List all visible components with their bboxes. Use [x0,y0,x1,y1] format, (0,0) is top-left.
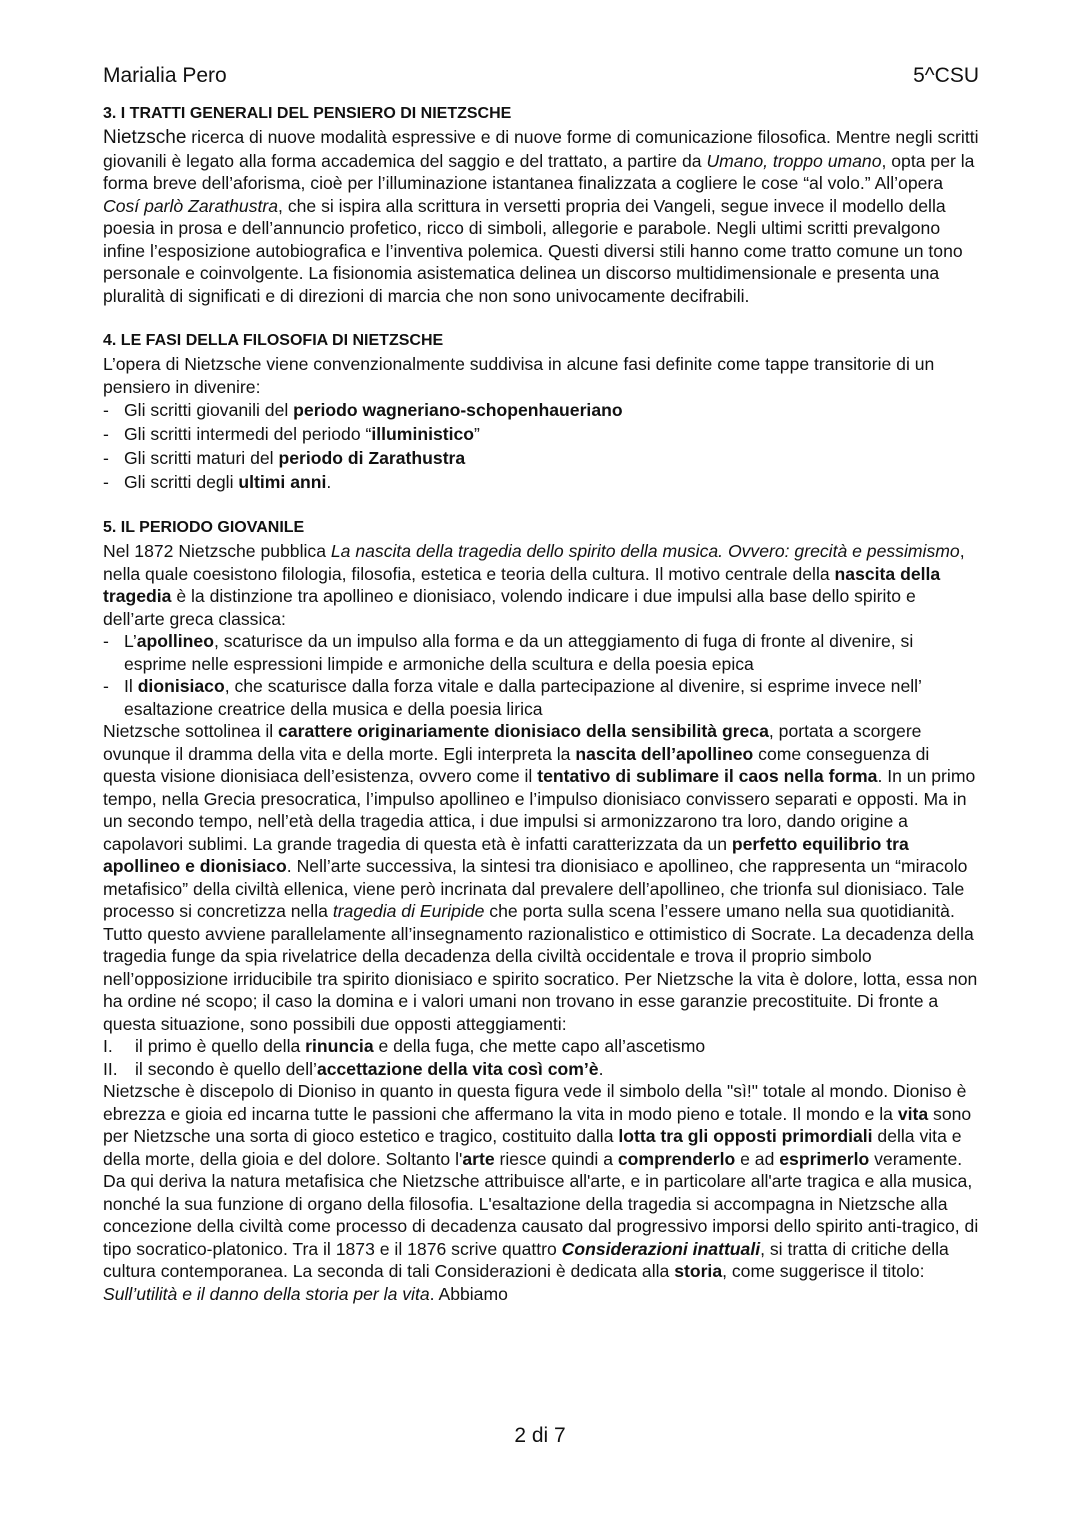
list-item: - Gli scritti giovanili del periodo wagneriano-schopenhaueriano [103,400,623,420]
section-5-paragraph-3: Nietzsche è discepolo di Dioniso in quanto in questa figura vede il simbolo della "sì!" totale al mondo. Dioniso è ebrezza e gioia ed incarna tutte le passioni che affermano la vita in modo pieno e totale. Il mondo e la vita sono per Nietzsche una sorta di gioco estetico e tragico, costituito dalla lotta tra gli opposti primordiali della vita e della morte, della gioia e del dolore. Soltanto l'arte riesce quindi a comprenderlo e ad esprimerlo veramente. Da qui deriva la natura metafisica che Nietzsche attribuisce all'arte, e in particolare all'arte tragica e alla musica, nonché la sua funzione di organo della filosofia. L'esaltazione della tragedia si accompagna in Nietzsche alla concezione della civiltà come processo di decadenza causato dal progressivo imporsi dello spirito anti-tragico, di tipo socratico-platonico. Tra il 1873 e il 1876 scrive quattro Considerazioni inattuali, si tratta di critiche della cultura contemporanea. La seconda di tali Considerazioni è dedicata alla storia, come suggerisce il titolo: Sull’utilità e il danno della storia per la vita. Abbiamo [103,1081,979,1304]
section-3-paragraph: Nietzsche ricerca di nuove modalità espressive e di nuove forme di comunicazione filosofica. Mentre negli scritti giovanili è legato alla forma accademica del saggio e del trattato, a partire da Umano, troppo umano, opta per la forma breve dell’aforisma, cioè per l’illuminazione istantanea finalizzata a cogliere le cose “al volo.” All’opera Cosí parlò Zarathustra, che si ispira alla scrittura in versetti propria dei Vangeli, segue invece il modello della poesia in prosa e dell’annuncio profetico, ricco di simboli, allegorie e parabole. Negli ultimi scritti prevalgono infine l’esposizione autobiografica e l’inventiva polemica. Questi diversi stili hanno come tratto comune un tono personale e coinvolgente. La fisionomia asistematica delinea un discorso multidimensionale e presenta una pluralità di significati e di direzioni di marcia che non sono univocamente decifrabili. [103,127,979,306]
section-5-paragraph-2: Nietzsche sottolinea il carattere originariamente dionisiaco della sensibilità greca, portata a scorgere ovunque il dramma della vita e della morte. Egli interpreta la nascita dell’apollineo come conseguenza di questa visione dionisiaca dell’esistenza, ovvero come il tentativo di sublimare il caos nella forma. In un primo tempo, nella Grecia presocratica, l’impulso apollineo e l’impulso dionisiaco convissero separati e opposti. Ma in un secondo tempo, nell’età della tragedia attica, i due impulsi si armonizzarono tra loro, dando origine a capolavori sublimi. La grande tragedia di questa età è infatti caratterizzata da un perfetto equilibrio tra apollineo e dionisiaco. Nell’arte successiva, la sintesi tra dionisiaco e apollineo, che rappresenta un “miracolo metafisico” della civiltà ellenica, viene però incrinata dal prevalere dell’apollineo, che trionfa sul dionisiaco. Tale processo si concretizza nella tragedia di Euripide che porta sulla scena l’essere umano nella sua quotidianità. Tutto questo avviene parallelamente all’insegnamento razionalistico e ottimistico di Socrate. La decadenza della tragedia funge da spia rivelatrice della decadenza della civiltà occidentale e trova il proprio simbolo nell’opposizione irriducibile tra spirito dionisiaco e spirito socratico. Per Nietzsche la vita è dolore, lotta, essa non ha ordine né scopo; il caso la domina e i valori umani non trovano in esse garanzie precostituite. Di fronte a questa situazione, sono possibili due opposti atteggiamenti: [103,721,978,1034]
document-page [103,62,979,1305]
section-5-paragraph-1: Nel 1872 Nietzsche pubblica La nascita della tragedia dello spirito della musica. Ovvero: grecità e pessimismo, nella quale coesistono filologia, filosofia, estetica e teoria della cultura. Il motivo centrale della nascita della tragedia è la distinzione tra apollineo e dionisiaco, volendo indicare i due impulsi alla base dello spirito e dell’arte greca classica: [103,541,965,629]
section-3-title: 3. I TRATTI GENERALI DEL PENSIERO DI NIETZSCHE [103,105,512,122]
phases-list [103,398,979,494]
page-header [103,62,979,90]
section-4-title: 4. LE FASI DELLA FILOSOFIA DI NIETZSCHE [103,332,444,349]
class-label: 5^CSU [913,64,979,87]
list-item: - Gli scritti maturi del periodo di Zarathustra [103,448,466,468]
list-item: - Il dionisiaco, che scaturisce dalla forza vitale e dalla partecipazione al divenire, si esprime invece nell’ esaltazione creatrice della musica e della poesia lirica [103,676,922,719]
list-item: I. il primo è quello della rinuncia e della fuga, che mette capo all’ascetismo [103,1036,706,1056]
section-5-title: 5. IL PERIODO GIOVANILE [103,519,305,536]
list-item: - L’apollineo, scaturisce da un impulso alla forma e da un atteggiamento di fuga di fronte al divenire, si esprime nelle espressioni limpide e armoniche della scultura e della poesia epica [103,631,914,674]
section-4-intro: L’opera di Nietzsche viene convenzionalmente suddivisa in alcune fasi definite come tappe transitorie di un pensiero in divenire: [103,354,935,397]
list-item: II. il secondo è quello dell’accettazione della vita così com’è. [103,1058,604,1079]
page-number: 2 di 7 [514,1424,566,1447]
list-item: - Gli scritti intermedi del periodo “illuministico” [103,424,480,444]
impulses-list [103,630,979,720]
author-name: Marialia Pero [103,64,227,87]
attitudes-list [103,1035,979,1080]
list-item: - Gli scritti degli ultimi anni. [103,472,332,492]
